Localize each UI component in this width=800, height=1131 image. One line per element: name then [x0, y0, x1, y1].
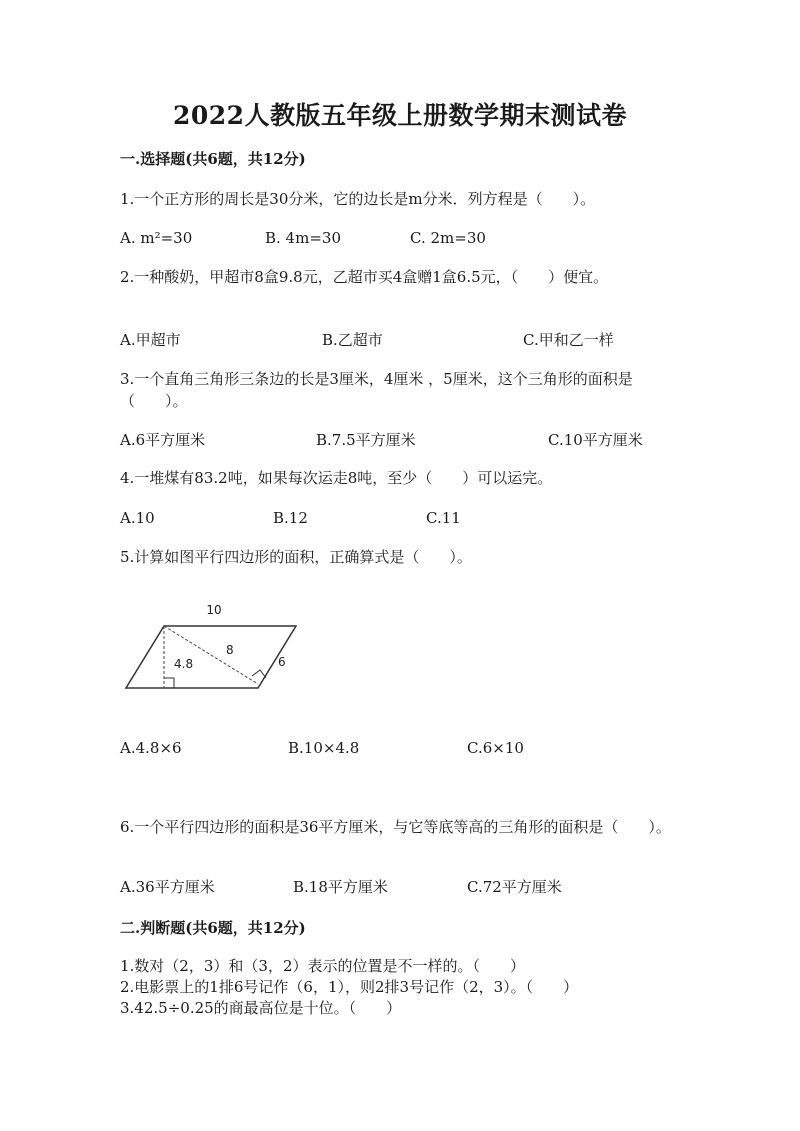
q1-option-a: A. m²=30: [120, 229, 193, 247]
q5-option-b: B.10×4.8: [288, 739, 360, 757]
label-height-4-8: 4.8: [174, 657, 194, 671]
q6-option-c: C.72平方厘米: [467, 878, 562, 896]
q4-option-c: C.11: [426, 509, 461, 527]
q6-option-a: A.36平方厘米: [120, 878, 215, 896]
question-5: 5.计算如图平行四边形的面积，正确算式是（ ）。: [120, 548, 472, 566]
q3-option-a: A.6平方厘米: [120, 431, 206, 449]
right-angle-mark-bottom: [164, 678, 174, 688]
section-heading-choice: 一.选择题(共6题，共12分): [120, 150, 306, 168]
q2-option-c: C.甲和乙一样: [523, 331, 614, 349]
section-heading-judgment: 二.判断题(共6题，共12分): [120, 919, 306, 937]
q4-option-a: A.10: [120, 509, 155, 527]
parallelogram-shape: [126, 626, 296, 688]
label-diagonal-8: 8: [226, 643, 234, 657]
right-angle-mark-side: [252, 670, 266, 678]
q3-option-b: B.7.5平方厘米: [316, 431, 416, 449]
question-2: 2.一种酸奶，甲超市8盒9.8元，乙超市买4盒赠1盒6.5元，（ ）便宜。: [120, 268, 609, 286]
judgment-item-1: 1.数对（2，3）和（3，2）表示的位置是不一样的。（ ）: [120, 957, 525, 975]
q4-option-b: B.12: [273, 509, 308, 527]
label-side-6: 6: [278, 655, 286, 669]
judgment-item-2: 2.电影票上的1排6号记作（6，1），则2排3号记作（2，3）。（ ）: [120, 978, 579, 996]
q3-option-c: C.10平方厘米: [548, 431, 643, 449]
q2-option-b: B.乙超市: [322, 331, 383, 349]
q1-option-c: C. 2m=30: [410, 229, 486, 247]
q1-option-b: B. 4m=30: [265, 229, 341, 247]
page-title: 2022人教版五年级上册数学期末测试卷: [172, 101, 628, 130]
q2-option-a: A.甲超市: [120, 331, 181, 349]
q5-option-c: C.6×10: [467, 739, 524, 757]
diagonal-line: [164, 626, 258, 684]
parallelogram-figure: [118, 596, 318, 696]
label-top-10: 10: [206, 603, 222, 617]
question-6: 6.一个平行四边形的面积是36平方厘米，与它等底等高的三角形的面积是（ ）。: [120, 818, 671, 836]
question-1: 1.一个正方形的周长是30分米，它的边长是m分米．列方程是（ ）。: [120, 190, 596, 208]
judgment-item-3: 3.42.5÷0.25的商最高位是十位。（ ）: [120, 999, 402, 1017]
question-3: 3.一个直角三角形三条边的长是3厘米，4厘米 ，5厘米，这个三角形的面积是（ ）。: [120, 370, 633, 410]
q6-option-b: B.18平方厘米: [293, 878, 388, 896]
question-4: 4.一堆煤有83.2吨，如果每次运走8吨，至少（ ）可以运完。: [120, 469, 553, 487]
q5-option-a: A.4.8×6: [120, 739, 182, 757]
